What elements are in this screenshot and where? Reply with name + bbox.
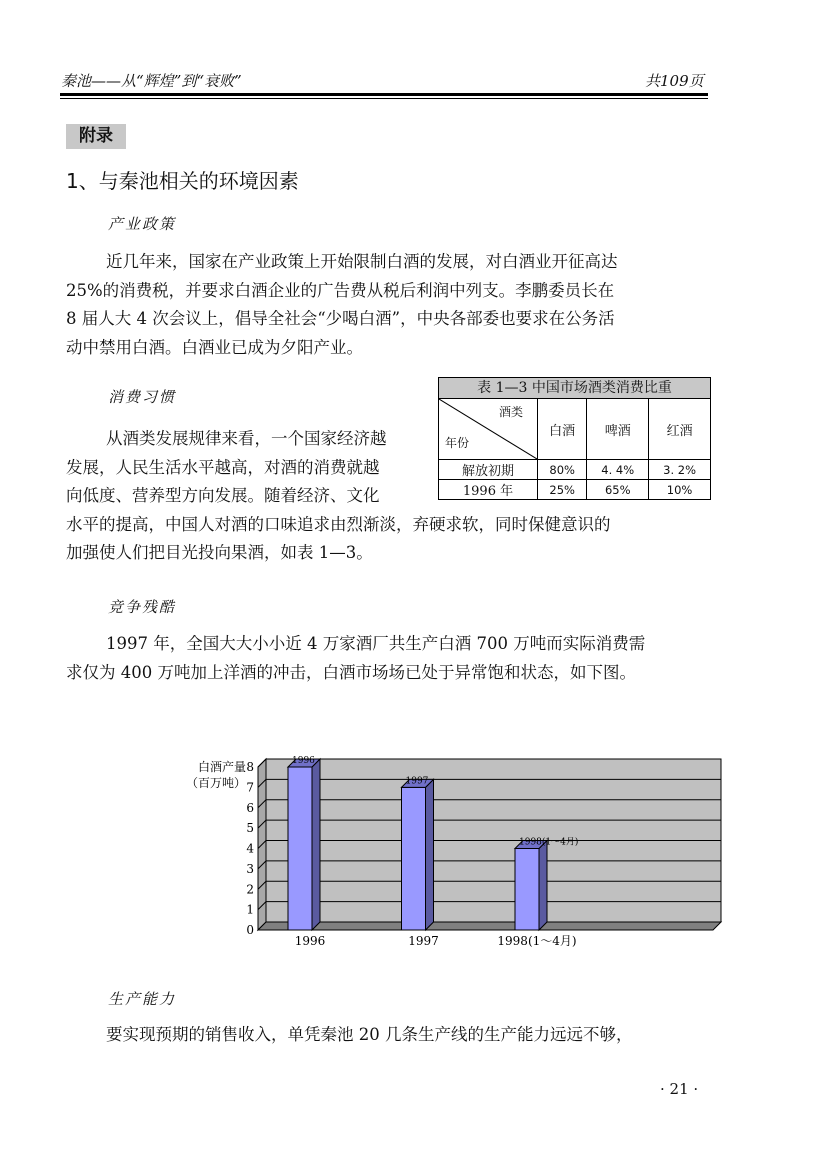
corner-header-type: 酒类 (498, 405, 523, 419)
running-header-pages: 共109页 (645, 72, 704, 90)
para-line: 8 届人大 4 次会议上，倡导全社会“少喝白酒”，中央各部委也要求在公务活 (66, 309, 615, 328)
page-number: · 21 · (660, 1080, 699, 1098)
header-rule-thick (60, 93, 708, 96)
table-cell: 3. 2% (649, 460, 711, 480)
column-header: 啤酒 (587, 399, 649, 460)
plot-floor (258, 922, 721, 930)
para-line: 25%的消费税，并要求白酒企业的广告费从税后利润中列支。李鹏委员长在 (66, 280, 615, 300)
row-label: 1996 年 (439, 480, 538, 500)
corner-header-year: 年份 (445, 436, 470, 450)
bar (515, 849, 539, 931)
y-tick-label: 6 (246, 800, 254, 815)
table-cell: 4. 4% (587, 460, 649, 480)
table-cell: 80% (538, 460, 587, 480)
appendix-label: 附录 (66, 124, 126, 149)
paragraph-competition (66, 630, 645, 687)
subheading-production-capacity: 生产能力 (108, 990, 177, 1008)
para-line: 水平的提高，中国人对酒的口味追求由烈渐淡，弃硬求软，同时保健意识的 (66, 514, 611, 534)
table-corner-cell (439, 399, 538, 460)
subheading-industry-policy: 产业政策 (108, 215, 177, 233)
bar-side (539, 841, 547, 931)
para-line: 加强使人们把目光投向果酒，如表 1—3。 (66, 543, 373, 562)
y-axis-label: 白酒产量 (197, 760, 246, 774)
bar (402, 787, 426, 930)
y-tick-label: 7 (246, 780, 254, 795)
para-line: 发展，人民生活水平越高，对酒的消费就越 (66, 457, 380, 477)
subheading-consumption-habits: 消费习惯 (108, 388, 177, 406)
bar-side (426, 779, 434, 930)
consumption-table (438, 398, 711, 500)
bar-data-label: 1996 (292, 756, 315, 766)
para-line: 求仅为 400 万吨加上洋酒的冲击，白酒市场场已处于异常饱和状态，如下图。 (66, 662, 636, 682)
y-tick-label: 8 (246, 760, 254, 774)
y-tick-label: 5 (246, 821, 254, 836)
column-header: 红酒 (649, 399, 711, 460)
para-line: 要实现预期的销售收入，单凭秦池 20 几条生产线的生产能力远远不够， (106, 1025, 633, 1044)
para-line: 动中禁用白酒。白酒业已成为夕阳产业。 (66, 337, 363, 357)
column-header: 白酒 (538, 399, 587, 460)
bar-data-label: 1998(1～4月) (519, 837, 579, 848)
bar-side (312, 759, 320, 930)
y-tick-label: 2 (246, 882, 254, 897)
y-tick-label: 4 (246, 841, 254, 856)
y-tick-label: 1 (246, 902, 254, 917)
row-label: 解放初期 (439, 460, 538, 480)
paragraph-industry-policy (66, 248, 618, 362)
paragraph-production-capacity (66, 1021, 633, 1050)
table-cell: 65% (587, 480, 649, 500)
para-line: 向低度、营养型方向发展。随着经济、文化 (66, 486, 380, 505)
y-tick-label: 3 (246, 861, 254, 876)
y-tick-label: 0 (246, 923, 254, 937)
para-line: 近几年来，国家在产业政策上开始限制白酒的发展，对白酒业开征高达 (106, 252, 618, 271)
para-line: 1997 年，全国大大小小近 4 万家酒厂共生产白酒 700 万吨而实际消费需 (106, 634, 646, 653)
section-title: 1、与秦池相关的环境因素 (66, 169, 299, 193)
production-bar-chart (170, 750, 730, 960)
running-header-title: 秦池——从“辉煌”到“衰败” (61, 72, 242, 90)
table-cell: 25% (538, 480, 587, 500)
para-line: 从酒类发展规律来看，一个国家经济越 (106, 429, 387, 448)
bar (288, 767, 312, 930)
table-cell: 10% (649, 480, 711, 500)
bar-data-label: 1997 (405, 776, 429, 787)
x-tick-label: 1998(1～4月) (497, 934, 577, 948)
x-tick-label: 1996 (294, 934, 326, 948)
x-tick-label: 1997 (408, 934, 439, 948)
subheading-competition: 竞争残酷 (108, 598, 177, 616)
header-rule-thin (60, 98, 708, 99)
y-axis-label: （百万吨） (185, 776, 246, 790)
table-caption: 表 1—3 中国市场酒类消费比重 (438, 377, 711, 399)
